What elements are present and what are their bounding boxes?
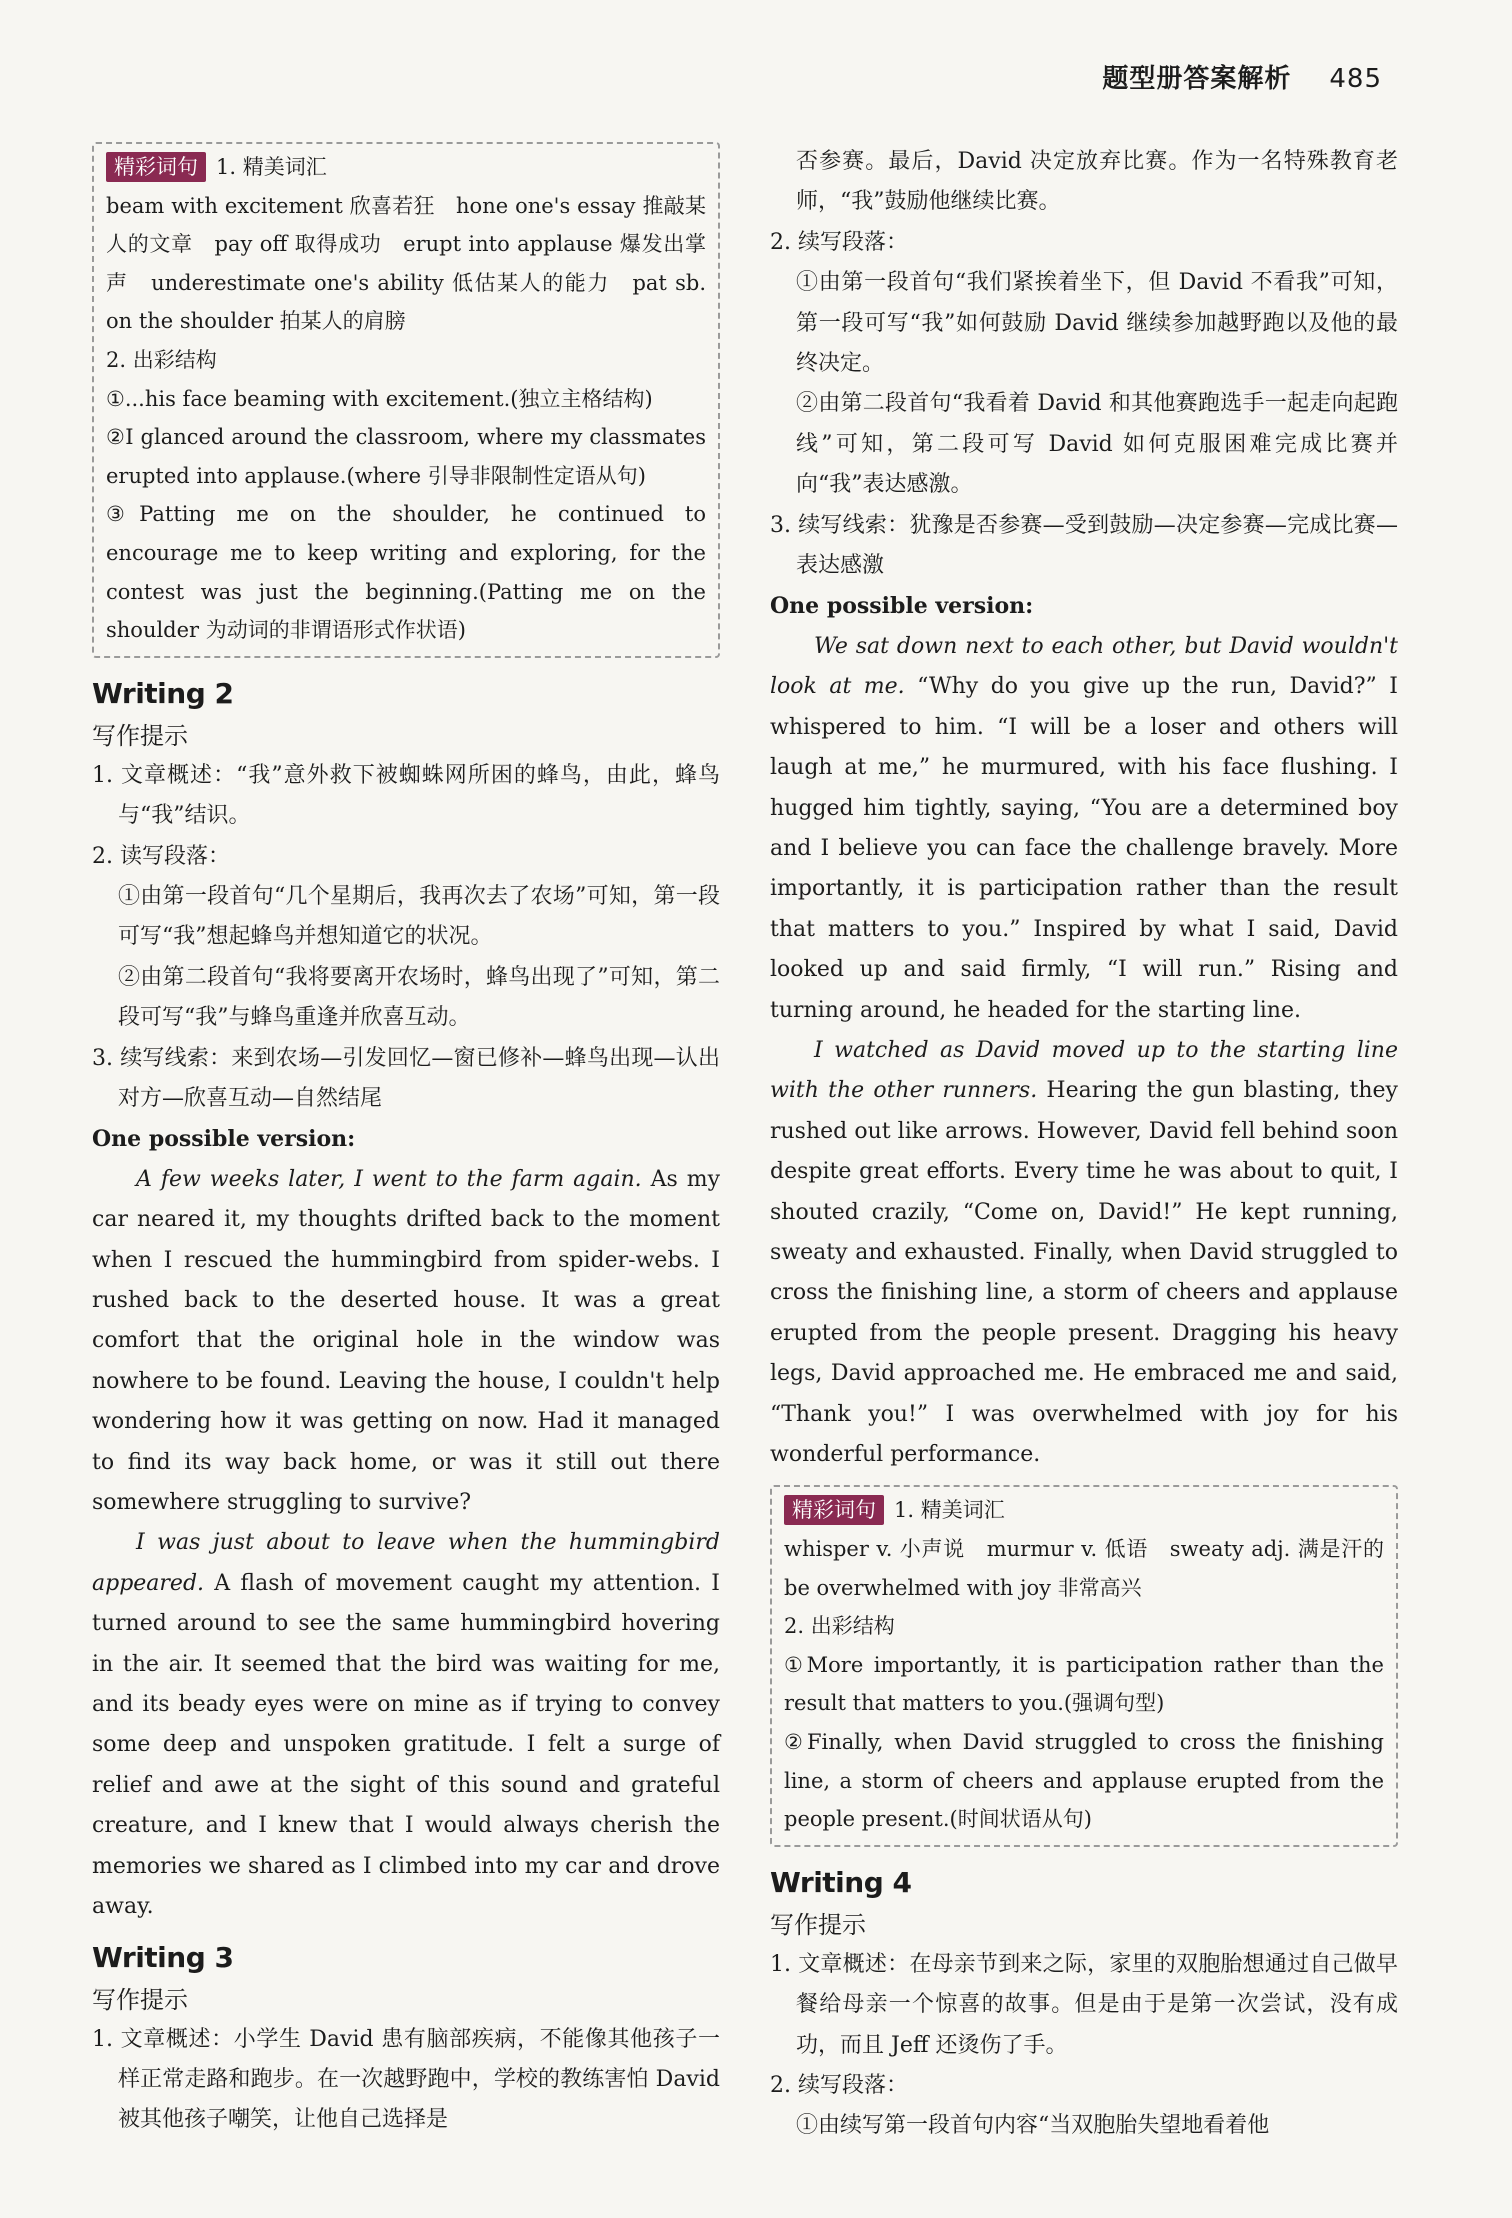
hint-item: 1. 文章概述：在母亲节到来之际，家里的双胞胎想通过自己做早餐给母亲一个惊喜的故事。但是由于是第一次尝试，没有成功，而且 Jeff 还烫伤了手。 (770, 1951, 1398, 2058)
writing-2-title: Writing 2 (92, 676, 234, 710)
header-title: 题型册答案解析 (1102, 64, 1292, 94)
hint-item: 1. 文章概述：“我”意外救下被蜘蛛网所困的蜂鸟，由此，蜂鸟与“我”结识。 (92, 762, 720, 829)
highlights-box-2 (770, 1485, 1405, 1846)
structure-heading: 2. 出彩结构 (106, 347, 217, 372)
hint-subitem: ②由第二段首句“我将要离开农场时，蜂鸟出现了”可知，第二段可写“我”与蜂鸟重逢并欣喜互动。 (118, 964, 720, 1031)
highlights-tag: 精彩词句 (106, 152, 206, 182)
writing-hint-heading: 写作提示 (770, 1910, 866, 1939)
highlights-tag: 精彩词句 (784, 1495, 884, 1525)
possible-version-label: One possible version: (770, 593, 1034, 620)
structure-item: ②Finally, when David struggled to cross the finishing line, a storm of cheers and applause erupted from the people present.(时间状语从句) (784, 1729, 1384, 1832)
vocab-heading: 1. 精美词汇 (216, 155, 327, 179)
page-header (1102, 58, 1382, 95)
vocab-heading: 1. 精美词汇 (894, 1498, 1005, 1523)
paragraph-lead: A few weeks later, I went to the farm again. (136, 1166, 642, 1192)
essay-paragraph: A few weeks later, I went to the farm again. As my car neared it, my thoughts drifted back to the moment when I rescued the hummingbird from spider-webs. I rushed back to the deserted house. It was a great comfort that the original hole in the window was nowhere to be found. Leaving the house, I couldn't help wondering how it was getting on now. Had it managed to find its way back home, or was it still out there somewhere struggling to survive? (92, 1166, 720, 1516)
hint-item: 1. 文章概述：小学生 David 患有脑部疾病，不能像其他孩子一样正常走路和跑步。在一次越野跑中，学校的教练害怕 David 被其他孩子嘲笑，让他自己选择是 (92, 2026, 720, 2133)
left-column (92, 142, 720, 2141)
writing-hint-heading: 写作提示 (92, 721, 188, 750)
structure-item: ①...his face beaming with excitement.(独立主格结构) (106, 386, 653, 411)
writing-3-title: Writing 3 (92, 1940, 234, 1974)
page-number: 485 (1329, 64, 1382, 94)
writing-4-title: Writing 4 (770, 1865, 912, 1899)
hint-item: 3. 续写线索：来到农场—引发回忆—窗已修补—蜂鸟出现—认出对方—欣喜互动—自然结尾 (92, 1045, 720, 1111)
possible-version-label: One possible version: (92, 1126, 356, 1153)
vocab-text: beam with excitement 欣喜若狂 hone one's essay 推敲某人的文章 pay off 取得成功 erupt into applause 爆发出掌声 underestimate one's ability 低估某人的能力 pat sb. on the shoulder 拍某人的肩膀 (106, 193, 706, 334)
paragraph-lead: We sat down next to each other, but David wouldn't look at me. (770, 633, 1398, 700)
paragraph-lead: I watched as David moved up to the starting line with the other runners. (770, 1037, 1398, 1104)
hint-subitem: ①由第一段首句“我们紧挨着坐下，但 David 不看我”可知，第一段可写“我”如何鼓励 David 继续参加越野跑以及他的最终决定。 (796, 270, 1398, 377)
structure-item: ③Patting me on the shoulder, he continued to encourage me to keep writing and exploring, for the contest was just the beginning.(Patting me on the shoulder 为动词的非谓语形式作状语) (106, 502, 706, 643)
structure-heading: 2. 出彩结构 (784, 1614, 895, 1639)
structure-item: ②I glanced around the classroom, where my classmates erupted into applause.(where 引导非限制性定语从句) (106, 425, 706, 488)
writing-hint-heading: 写作提示 (92, 1985, 188, 2014)
hint-item: 3. 续写线索：犹豫是否参赛—受到鼓励—决定参赛—完成比赛—表达感激 (770, 512, 1398, 579)
vocab-text: whisper v. 小声说 murmur v. 低语 sweaty adj. 满是汗的 be overwhelmed with joy 非常高兴 (784, 1537, 1405, 1600)
hint-item: 2. 续写段落： (770, 229, 908, 255)
highlights-box-1 (92, 142, 720, 658)
hint-item: 2. 读写段落： (92, 843, 230, 869)
essay-paragraph: I was just about to leave when the hummingbird appeared. A flash of movement caught my attention. I turned around to see the same hummingbird hovering in the air. It seemed that the bird was waiting for me, and its beady eyes were on mine as if trying to convey some deep and unspoken gratitude. I felt a surge of relief and awe at the sight of this sound and grateful creature, and I knew that I would always cherish the memories we shared as I climbed into my car and drove away. (92, 1530, 720, 1920)
essay-paragraph: We sat down next to each other, but David wouldn't look at me. “Why do you give up the run, David?” I whispered to him. “I will be a loser and others will laugh at me,” he murmured, with his face flushing. I hugged him tightly, saying, “You are a determined boy and I believe you can face the challenge bravely. More importantly, it is participation rather than the result that matters to you.” Inspired by what I said, David looked up and said firmly, “I will run.” Rising and turning around, he headed for the starting line. (770, 633, 1398, 1023)
hint-item-continued: 否参赛。最后，David 决定放弃比赛。作为一名特殊教育老师，“我”鼓励他继续比赛。 (796, 149, 1398, 215)
hint-subitem: ①由第一段首句“几个星期后，我再次去了农场”可知，第一段可写“我”想起蜂鸟并想知道它的状况。 (118, 883, 720, 950)
structure-item: ①More importantly, it is participation rather than the result that matters to you.(强调句型) (784, 1652, 1384, 1716)
essay-paragraph: I watched as David moved up to the starting line with the other runners. Hearing the gun blasting, they rushed out like arrows. However, David fell behind soon despite great efforts. Every time he was about to quit, I shouted crazily, “Come on, David!” He kept running, sweaty and exhausted. Finally, when David struggled to cross the finishing line, a storm of cheers and applause erupted from the people present. Dragging his heavy legs, David approached me. He embraced me and said, “Thank you!” I was overwhelmed with joy for his wonderful performance. (770, 1037, 1398, 1467)
right-column (770, 142, 1405, 2147)
hint-item: 2. 续写段落： (770, 2072, 908, 2098)
hint-subitem: ①由续写第一段首句内容“当双胞胎失望地看着他 (796, 2113, 1270, 2139)
paragraph-lead: I was just about to leave when the hummingbird appeared. (92, 1530, 720, 1596)
hint-subitem: ②由第二段首句“我看着 David 和其他赛跑选手一起走向起跑线”可知，第二段可写 David 如何克服困难完成比赛并向“我”表达感激。 (796, 391, 1398, 498)
